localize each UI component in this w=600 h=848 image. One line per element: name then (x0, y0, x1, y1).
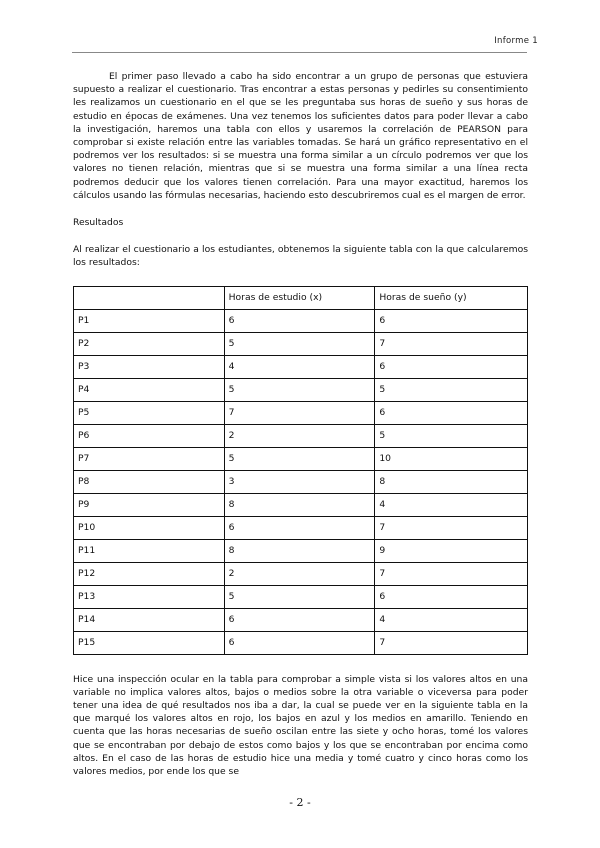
table-cell: 7 (375, 332, 528, 355)
analysis-paragraph: Hice una inspección ocular en la tabla para comprobar a simple vista si los valores altos en una variable no implica valores altos, bajos o medios sobre la otra variable o viceversa para poder tener una idea de qué resultados nos iba a dar, la cual se puede ver en la siguiente tabla en la que marqué los valores altos en rojo, los bajos en azul y los medios en amarillo. Teniendo en cuenta que las horas necesarias de sueño oscilan entre las siete y ocho horas, tomé los valores que se encontraban por debajo de estos como bajos y los que se encontraban por encima como altos. En el caso de las horas de estudio hice una media y tomé cuatro y cinco horas como los valores medios, por ende los que se (73, 673, 528, 778)
page-number: - 2 - (289, 796, 311, 809)
table-cell: P1 (74, 309, 225, 332)
table-cell: 8 (375, 470, 528, 493)
table-cell: 4 (375, 493, 528, 516)
table-cell: P12 (74, 562, 225, 585)
table-cell: 6 (375, 355, 528, 378)
table-cell: 10 (375, 447, 528, 470)
table-cell: 6 (224, 631, 375, 654)
table-cell: 6 (375, 401, 528, 424)
table-intro: Al realizar el cuestionario a los estudiantes, obtenemos la siguiente tabla con la que calcularemos los resultados: (73, 244, 528, 269)
table-cell: 5 (224, 378, 375, 401)
running-header: Informe 1 (494, 36, 538, 46)
table-row (74, 631, 528, 654)
table-row (74, 447, 528, 470)
table-row (74, 493, 528, 516)
table-cell: P15 (74, 631, 225, 654)
table-cell: P13 (74, 585, 225, 608)
intro-paragraph: El primer paso llevado a cabo ha sido encontrar a un grupo de personas que estuviera supuesto a realizar el cuestionario. Tras encontrar a estas personas y pedirles su consentimiento les realizamos un cuestionario en el que se les preguntaba sus horas de sueño y sus horas de estudio en épocas de exámenes. Una vez tenemos los suficientes datos para poder llevar a cabo la investigación, haremos una tabla con ellos y usaremos la correlación de PEARSON para comprobar si existe relación entre las variables tomadas. Se hará un gráfico representativo en el podremos ver los resultados: si se muestra una forma similar a un círculo podremos ver que los valores no tienen relación, mientras que si se muestra una forma similar a una línea recta podremos deducir que los valores tienen correlación. Para una mayor exactitud, haremos los cálculos usando las fórmulas necesarias, haciendo esto descubriremos cual es el margen de error. (73, 71, 528, 201)
table-cell: 8 (224, 539, 375, 562)
table-cell: 2 (224, 562, 375, 585)
table-cell: P7 (74, 447, 225, 470)
table-cell: 5 (224, 332, 375, 355)
table-cell: P5 (74, 401, 225, 424)
table-cell: 5 (224, 447, 375, 470)
table-cell: 7 (375, 631, 528, 654)
table-row (74, 608, 528, 631)
table-cell: 6 (224, 608, 375, 631)
table-row (74, 309, 528, 332)
table-cell: 3 (224, 470, 375, 493)
table-cell: P8 (74, 470, 225, 493)
section-title: Resultados (73, 217, 124, 229)
header-divider (72, 52, 527, 53)
table-cell: 6 (375, 309, 528, 332)
table-cell: P4 (74, 378, 225, 401)
table-cell: P14 (74, 608, 225, 631)
table-cell: 2 (224, 424, 375, 447)
table-cell: P2 (74, 332, 225, 355)
table-row (74, 539, 528, 562)
table-cell: 8 (224, 493, 375, 516)
table-cell: P10 (74, 516, 225, 539)
table-cell: P6 (74, 424, 225, 447)
table-row (74, 401, 528, 424)
table-cell: 7 (224, 401, 375, 424)
table-header-cell (74, 286, 225, 309)
table-cell: 9 (375, 539, 528, 562)
table-cell: 4 (224, 355, 375, 378)
table-cell: 6 (375, 585, 528, 608)
table-row (74, 332, 528, 355)
page-body (73, 70, 528, 778)
table-cell: P9 (74, 493, 225, 516)
table-header-cell: Horas de sueño (y) (375, 286, 528, 309)
results-table (73, 286, 528, 655)
table-cell: 6 (224, 516, 375, 539)
table-row (74, 355, 528, 378)
table-row (74, 470, 528, 493)
table-row (74, 424, 528, 447)
table-cell: 4 (375, 608, 528, 631)
table-cell: 5 (375, 424, 528, 447)
table-cell: 5 (224, 585, 375, 608)
table-cell: 7 (375, 562, 528, 585)
table-row (74, 378, 528, 401)
table-cell: P3 (74, 355, 225, 378)
table-row (74, 562, 528, 585)
table-cell: 7 (375, 516, 528, 539)
table-row (74, 585, 528, 608)
table-header-cell: Horas de estudio (x) (224, 286, 375, 309)
table-cell: P11 (74, 539, 225, 562)
table-row (74, 516, 528, 539)
table-cell: 5 (375, 378, 528, 401)
table-cell: 6 (224, 309, 375, 332)
table-header-row (74, 286, 528, 309)
